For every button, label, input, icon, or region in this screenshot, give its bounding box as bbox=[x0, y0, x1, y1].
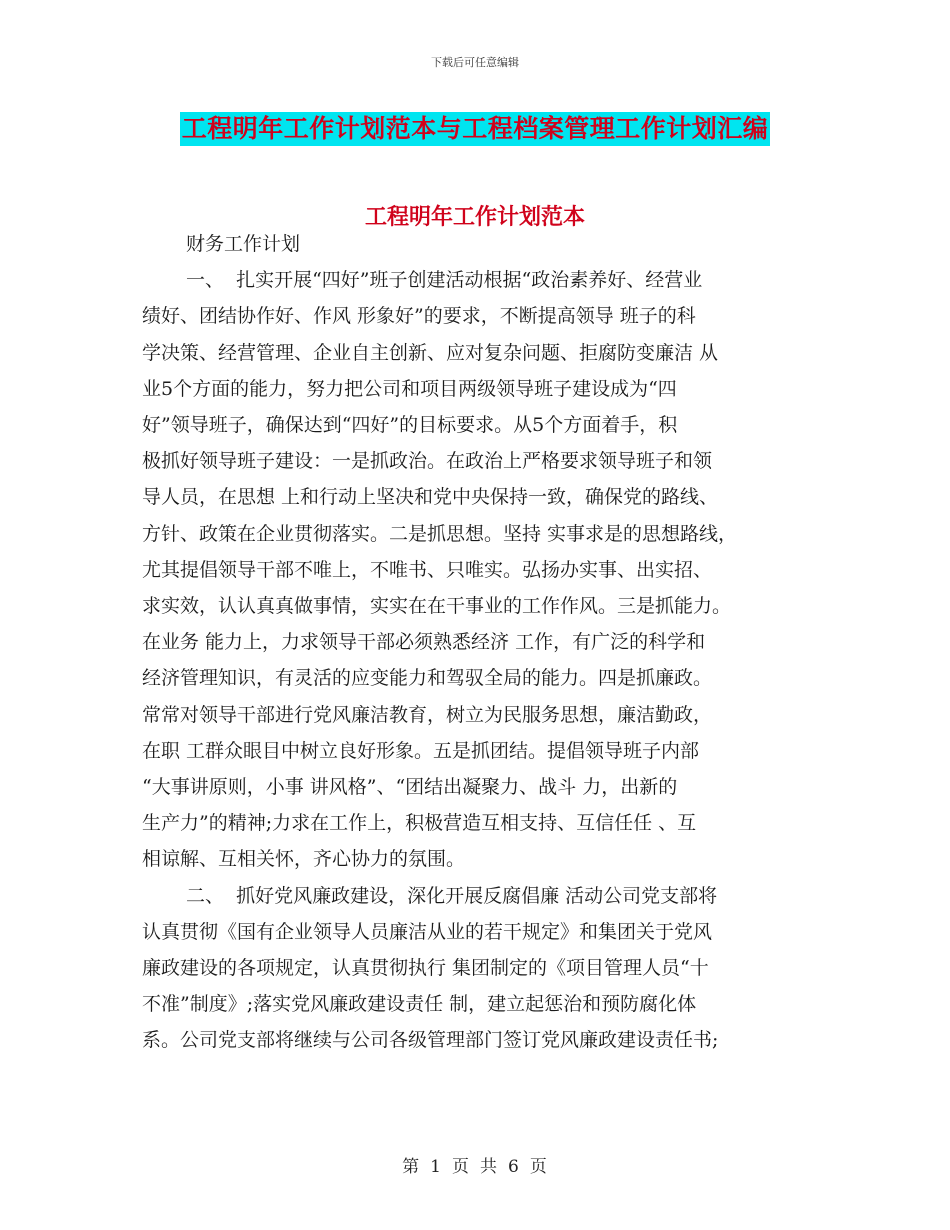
text-line: 一、 扎实开展“四好”班子创建活动根据“政治素养好、经营业 bbox=[186, 269, 703, 292]
text-line: 生产力”的精神;力求在工作上，积极营造互相支持、互信任任 、互 bbox=[142, 812, 697, 835]
section-title: 工程明年工作计划范本 bbox=[364, 204, 585, 230]
page-footer bbox=[0, 1152, 950, 1177]
text-line: 认真贯彻《国有企业领导人员廉洁从业的若干规定》和集团关于党风 bbox=[142, 920, 713, 943]
text-line: 系。公司党支部将继续与公司各级管理部门签订党风廉政建设责任书; bbox=[142, 1029, 719, 1052]
text-line: 经济管理知识，有灵活的应变能力和驾驭全局的能力。四是抓廉政。 bbox=[142, 667, 713, 690]
section-heading: 财务工作计划 bbox=[186, 233, 301, 255]
text-line: “大事讲原则，小事 讲风格”、“团结出凝聚力、战斗 力，出新的 bbox=[142, 776, 678, 799]
text-line: 在职 工群众眼目中树立良好形象。五是抓团结。提倡领导班子内部 bbox=[142, 739, 700, 762]
footer-prefix: 第 bbox=[402, 1157, 421, 1177]
document-body bbox=[142, 226, 817, 1059]
footer-page-label: 页 bbox=[452, 1157, 470, 1177]
text-line: 廉政建设的各项规定，认真贯彻执行 集团制定的《项目管理人员“十 bbox=[142, 957, 709, 980]
page-number: 1 bbox=[430, 1157, 442, 1177]
text-line: 好”领导班子，确保达到“四好”的目标要求。从5个方面着手，积 bbox=[142, 414, 678, 437]
text-line: 不准”制度》;落实党风廉政建设责任 制，建立起惩治和预防腐化体 bbox=[142, 993, 697, 1016]
text-line: 业5个方面的能力，努力把公司和项目两级领导班子建设成为“四 bbox=[142, 377, 677, 400]
text-line: 二、 抓好党风廉政建设，深化开展反腐倡廉 活动公司党支部将 bbox=[186, 884, 718, 907]
total-pages: 6 bbox=[508, 1157, 520, 1177]
document-title: 工程明年工作计划范本与工程档案管理工作计划汇编 bbox=[180, 112, 771, 146]
text-line: 极抓好领导班子建设：一是抓政治。在政治上严格要求领导班子和领 bbox=[142, 450, 713, 473]
text-line: 方针、政策在企业贯彻落实。二是抓思想。坚持 实事求是的思想路线， bbox=[142, 522, 738, 545]
text-line: 求实效，认认真真做事情，实实在在干事业的工作作风。三是抓能力。 bbox=[142, 595, 732, 618]
header-note: 下载后可任意编辑 bbox=[431, 56, 519, 69]
text-line: 尤其提倡领导干部不唯上，不唯书、只唯实。弘扬办实事、出实招、 bbox=[142, 558, 713, 581]
text-line: 学决策、经营管理、企业自主创新、应对复杂问题、拒腐防变廉洁 从 bbox=[142, 341, 719, 364]
text-line: 绩好、团结协作好、作风 形象好”的要求，不断提高领导 班子的科 bbox=[142, 305, 696, 328]
footer-total-label: 共 bbox=[480, 1157, 498, 1177]
text-line: 在业务 能力上，力求领导干部必须熟悉经济 工作，有广泛的科学和 bbox=[142, 631, 706, 654]
paragraph-1 bbox=[142, 262, 817, 877]
text-line: 相谅解、互相关怀，齐心协力的氛围。 bbox=[142, 848, 466, 871]
text-line: 导人员，在思想 上和行动上坚决和党中央保持一致，确保党的路线、 bbox=[142, 486, 719, 509]
text-line: 常常对领导干部进行党风廉洁教育，树立为民服务思想，廉洁勤政， bbox=[142, 703, 713, 726]
footer-suffix: 页 bbox=[529, 1157, 548, 1177]
paragraph-2 bbox=[142, 878, 817, 1059]
